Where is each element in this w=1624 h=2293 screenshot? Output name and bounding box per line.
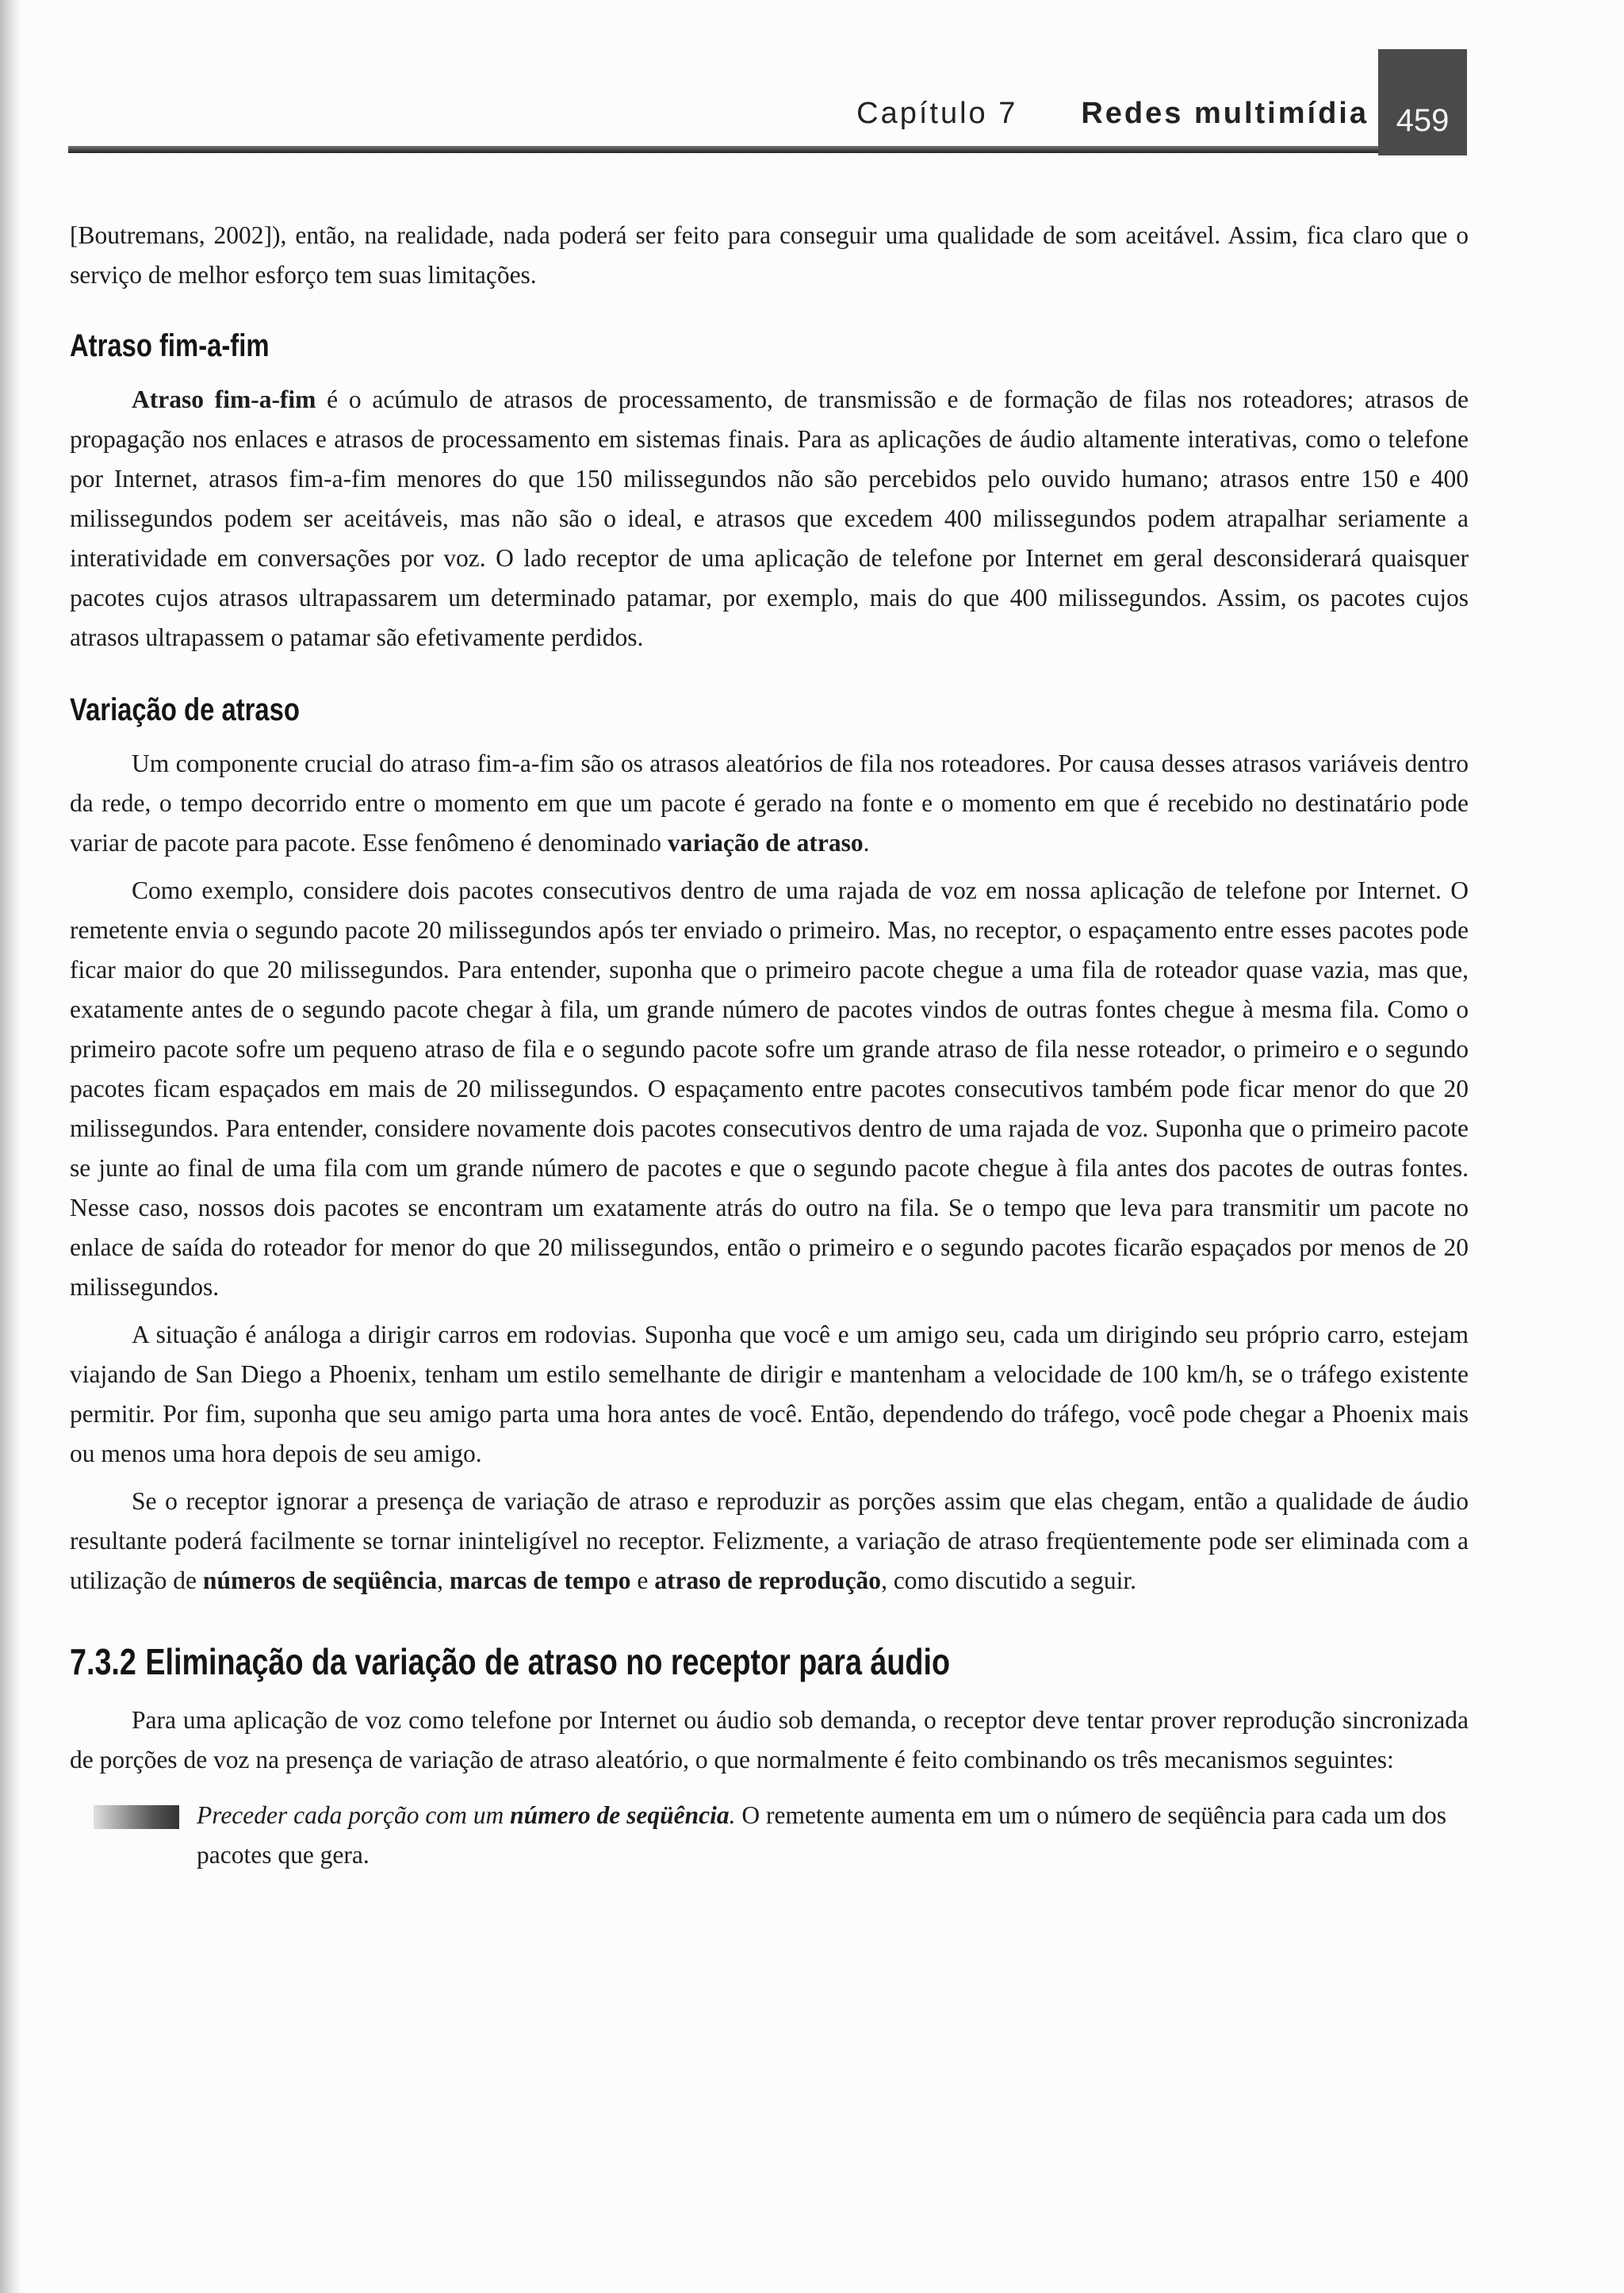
bullet-1-text [197,1796,1469,1875]
bullet-1-end: . [729,1801,736,1829]
running-header [68,95,1467,155]
bullet-1-rest: O remetente aumenta em um o número de seqüência para cada um dos pacotes que gera. [197,1801,1447,1869]
page-body [70,216,1469,1875]
page-edge-shadow [0,0,21,2293]
atraso-body: é o acúmulo de atrasos de processamento, de transmissão e de formação de filas nos roteadores; atrasos de propagação nos enlaces e atrasos de processamento em sistemas finais. Para as aplicações de áudio altamente interativas, como o telefone por Internet, atrasos fim-a-fim menores do que 150 milissegundos não são percebidos pelo ouvido humano; atrasos entre 150 e 400 milissegundos podem ser aceitáveis, mas não são o ideal, e atrasos que excedem 400 milissegundos podem atrapalhar seriamente a interatividade em conversações por voz. O lado receptor de uma aplicação de telefone por Internet em geral desconsiderará quaisquer pacotes cujos atrasos ultrapassarem um determinado patamar, por exemplo, mais do que 400 milissegundos. Assim, os pacotes cujos atrasos ultrapassem o patamar são efetivamente perdidos. [70,385,1469,651]
section-number: 7.3.2 [70,1641,136,1682]
term-variacao-de-atraso: variação de atraso [667,829,864,857]
variacao-p4-b: , [437,1566,450,1594]
term-atraso-fim-a-fim: Atraso fim-a-fim [132,385,316,413]
bullet-item-1 [70,1796,1469,1875]
heading-section-7-3-2 [70,1640,1216,1683]
variacao-paragraph-2: Como exemplo, considere dois pacotes consecutivos dentro de uma rajada de voz em nossa aplicação de telefone por Internet. O remetente envia o segundo pacote 20 milissegundos após ter enviado o primeiro. Mas, no receptor, o espaçamento entre esses pacotes pode ficar maior do que 20 milissegundos. Para entender, suponha que o primeiro pacote chegue a uma fila de roteador quase vazia, mas que, exatamente antes de o segundo pacote chegar à fila, um grande número de pacotes vindos de outras fontes chegue à mesma fila. Como o primeiro pacote sofre um pequeno atraso de fila e o segundo pacote sofre um grande atraso de fila nesse roteador, o primeiro e o segundo pacotes ficam espaçados em mais de 20 milissegundos. O espaçamento entre pacotes consecutivos também pode ficar menor do que 20 milissegundos. Para entender, considere novamente dois pacotes consecutivos dentro de uma rajada de voz. Suponha que o primeiro pacote se junte ao final de uma fila com um grande número de pacotes e que o segundo pacote chegue à fila antes dos pacotes de outras fontes. Nesse caso, nossos dois pacotes se encontram um exatamente atrás do outro na fila. Se o tempo que leva para transmitir um pacote no enlace de saída do roteador for menor do que 20 milissegundos, então o primeiro e o segundo pacotes ficarão espaçados por menos de 20 milissegundos. [70,876,1469,1301]
heading-atraso-fim-a-fim: Atraso fim-a-fim [70,328,270,363]
header-rule [68,146,1378,153]
section-732-paragraph: Para uma aplicação de voz como telefone por Internet ou áudio sob demanda, o receptor deve tentar prover reprodução sincronizada de porções de voz na presença de variação de atraso aleatório, o que normalmente é feito combinando os três mecanismos seguintes: [70,1706,1469,1773]
variacao-p1-end: . [863,829,870,857]
chapter-label: Capítulo 7 [856,97,1018,130]
page-number: 459 [1378,49,1467,155]
term-numero-de-sequencia: número de seqüência [510,1801,730,1829]
variacao-paragraph-3: A situação é análoga a dirigir carros em rodovias. Suponha que você e um amigo seu, cada um dirigindo seu próprio carro, estejam viajando de San Diego a Phoenix, tenham um estilo semelhante de dirigir e mantenham a velocidade de 100 km/h, se o tráfego existente permitir. Por fim, suponha que seu amigo parta uma hora antes de você. Então, dependendo do tráfego, você pode chegar a Phoenix mais ou menos uma hora depois de seu amigo. [70,1321,1469,1467]
term-atraso-de-reproducao: atraso de reprodução [654,1566,882,1594]
section-title: Eliminação da variação de atraso no receptor para áudio [145,1641,950,1682]
bullet-marker [94,1805,179,1829]
intro-paragraph: [Boutremans, 2002]), então, na realidade, nada poderá ser feito para conseguir uma qualidade de som aceitável. Assim, fica claro que o serviço de melhor esforço tem suas limitações. [70,221,1469,289]
term-numeros-de-sequencia: números de seqüência [202,1566,438,1594]
section-label: Redes multimídia [1081,97,1369,130]
variacao-p4-c: e [630,1566,655,1594]
header-text [856,97,1369,131]
variacao-paragraph-4 [70,1482,1469,1601]
heading-variacao-de-atraso: Variação de atraso [70,692,300,727]
term-marcas-de-tempo: marcas de tempo [449,1566,631,1594]
variacao-p4-a: Se o receptor ignorar a presença de variação de atraso e reproduzir as porções assim que elas chegam, então a qualidade de áudio resultante poderá facilmente se tornar ininteligível no receptor. Felizmente, a variação de atraso freqüentemente pode ser eliminada com a utilização de [70,1487,1469,1594]
bullet-1-italic: Preceder cada porção com um [197,1801,511,1829]
atraso-paragraph [70,380,1469,658]
variacao-paragraph-1 [70,744,1469,863]
variacao-p1-text: Um componente crucial do atraso fim-a-fim são os atrasos aleatórios de fila nos roteadores. Por causa desses atrasos variáveis dentro da rede, o tempo decorrido entre o momento em que um pacote é gerado na fonte e o momento em que é recebido no destinatário pode variar de pacote para pacote. Esse fenômeno é denominado [70,750,1469,857]
variacao-p4-d: , como discutido a seguir. [881,1566,1137,1594]
